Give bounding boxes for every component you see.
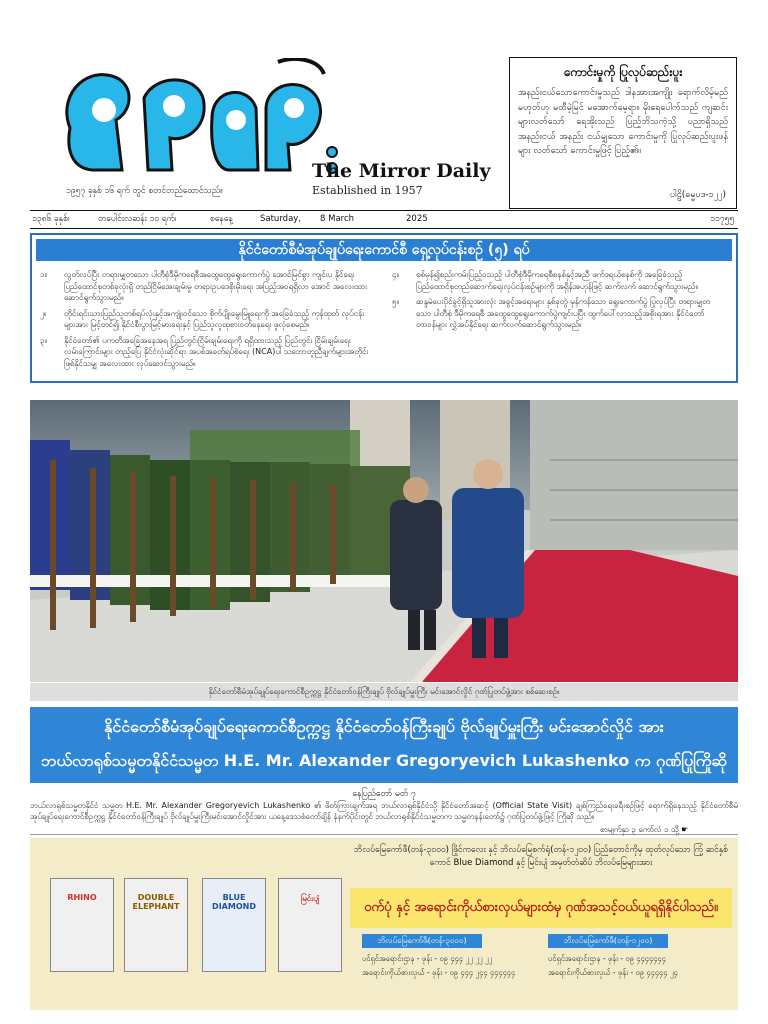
- newspaper-logo: [52, 58, 342, 188]
- objective-item: [40, 308, 370, 331]
- year: 2025: [406, 214, 428, 224]
- brand-label: မြင်းပျံ: [300, 894, 320, 903]
- objective-text: တိုင်းရင်းသားပြည်သူတစ်ရပ်လုံးနှင့်အကျုံးဝင်သော စိုက်ပျိုးမွေးမြူရေးကို အခြေခံသည့် ကုန်ထုတ် လုပ်ငန်းများအား မြင့်တင်၍ နိုင်ငံစီးပွားမြင့်မားရေးနှင့် ပြည်သူလူထုစားဝတ်နေရေး ဖူလုံစေမည်။: [64, 308, 365, 329]
- masthead-english-title: The Mirror Daily: [312, 160, 491, 182]
- objective-item: [40, 269, 370, 304]
- quote-source: ပါဠိ(ဓမ္မပဒ-၁၂၂): [669, 190, 726, 200]
- article-body: ဘယ်လာရုစ်သမ္မတနိုင်ငံ သမ္မတ H.E. Mr. Alexander Gregoryevich Lukashenko ၏ ဖိတ်ကြားချက်အရ ဘယ်လာရုစ်နိုင်ငံသို့ နိုင်ငံတော်အဆင့် (Official State Visit) ချစ်ကြည်ရေးခရီးစဉ်ဖြင့် ရောက်ရှိနေသည့် နိုင်ငံတော်စီမံအုပ်ချုပ်ရေးကောင်စီဥက္ကဋ္ဌ နိုင်ငံတော်ဝန်ကြီးချုပ် ဗိုလ်ချုပ်မှူးကြီးမင်းအောင်လှိုင်အား ယနေ့ဒေသစံတော်ချိန် နံနက်ပိုင်းတွင် ဘယ်လာရုစ်နိုင်ငံသမ္မတက သမ္မတနန်းတော်၌ ဂုဏ်ပြုတပ်ဖွဲ့ဖြင့် ကြိုဆို သည်။: [30, 801, 738, 821]
- ad-contact-row: အရောင်းကိုယ်စားလှယ် - ဖုန်း - ၀၉ ၄၄၄၄၄ ၂၄: [548, 968, 678, 977]
- objective-number: ၅။: [392, 297, 399, 306]
- quote-body: အနည်းငယ်သောကောင်းမှုသည် ဒါနအားအကျိုး ရောက်လိမ့်မည်မဟုတ်ဟု မထီမဲ့မြင် မအောက်မေ့ရာ။ မိုးရေပေါက်သည် ကျဆင်းများလတ်သော် ရေအိုးသည် ပြည့်ဘိသကဲ့သို့ ပညာရှိသည် အနည်းငယ် အနည်း ငယ်မျှသော ကောင်းမှုကို ပြုလုပ်ဆည်းပူးဖန်များ လတ်သော် ကောင်းမှုဖြင့် ပြည့်၏။: [518, 88, 728, 157]
- founded-text: ၁၉၅၇ ခုနှစ် ၁၆ ရက် တွင် စတင်တည်ထောင်သည်။: [66, 186, 223, 196]
- objectives-title: နိုင်ငံတော်စီမံအုပ်ချုပ်ရေးကောင်စီ ရှေ့လုပ်ငန်းစဉ် (၅) ရပ်: [36, 239, 732, 261]
- ad-contact-header-left: ဘိလပ်မြေကော်ဖီ(တန်-၃၀၀၀): [362, 934, 482, 948]
- objective-number: ၃။: [40, 335, 47, 345]
- objective-number: ၁။: [40, 270, 47, 279]
- objective-text: နိုင်ငံတော်၏ ပကတိအခြေအနေအရ ပြည်တွင်းငြိမ်းချမ်းရေးကို ရရှိထားသည့် ပြည်တွင်း ငြိမ်းချမ်းရေးလမ်းကြောင်းများ တည့်ပြေ နိုင်ငံလုံးဆိုင်ရာ အပစ်အခတ်ရပ်စဲရေး (NCA)ပါ သဘောတူညီချက်များအတိုင်း ဖြစ်နိုင်သမျှ အလေးထား လုပ်ဆောင်သွားမည်။: [64, 335, 369, 368]
- ad-intro-text: ဘိလပ်မြေကော်ဖီ(တန်-၃၀၀၀) ဖြိုင်ကလေး နှင့် ဘိလပ်မြေစက်ရုံ(တန်-၁၂၀၀) ပြည်တောင်ကိုမှ ထုတ်လုပ်သော ကြံ့ ဆင်နှစ်ကောင် Blue Diamond နှင့် မြင်းပျံ အမှတ်တံဆိပ် ဘိလပ်မြေများအား: [354, 845, 728, 868]
- burmese-weekday: စနေနေ့: [210, 214, 233, 224]
- weekday: Saturday,: [260, 214, 302, 224]
- ad-product-bags: [30, 838, 340, 1010]
- ad-contact-row: ပင်ရှင်အရောင်းဌာန - ဖုန်း - ၀၉ ၄၄၄ ၂၂ ၂၂ ၂၂: [362, 954, 493, 963]
- continued-link[interactable]: စာမျက်နှာ ၃ ကော်လံ ၁ သို့ ☛: [600, 825, 689, 834]
- cement-bag: [50, 878, 114, 972]
- objective-number: ၄။: [392, 270, 399, 279]
- cement-advertisement: [30, 838, 738, 1010]
- established-text: Established in 1957: [312, 184, 423, 197]
- cement-bag: [202, 878, 266, 972]
- objective-number: ၂။: [40, 308, 47, 318]
- brand-label: BLUE DIAMOND: [212, 893, 256, 911]
- burmese-month: တပေါင်းလဆန်း ၁၀ ရက်၊: [98, 214, 177, 224]
- ad-banner: [350, 888, 732, 928]
- brand-label: RHINO: [67, 893, 97, 902]
- objective-item: [392, 296, 722, 331]
- date: 8 March: [320, 214, 355, 224]
- quote-title: ကောင်းမှုကို ပြုလုပ်ဆည်းပူး: [563, 65, 683, 79]
- objective-item: [392, 269, 722, 292]
- headline-line-2: ဘယ်လာရုစ်သမ္မတနိုင်ငံသမ္မတ H.E. Mr. Alexander Gregoryevich Lukashenko က ဂုဏ်ပြုကြိုဆို: [41, 751, 727, 770]
- cement-bag: [124, 878, 188, 972]
- objective-text: ဆန္ဒမဲပေးပိုင်ခွင့်ရှိသူအားလုံး အခွင့်အရေးများ နှစ်ခုတွဲ မှန်ကန်သော ရွေးကောက်ပွဲ ပြုလုပ်ပြီး တရားမျှတသော ပါတီစုံ ဒီမိုကရေစီ အထွေထွေရွေးကောက်ပွဲကျင်းပပြီး ထွက်ပေါ်လာသည့်အစိုးရအား နိုင်ငံတော်တာဝန်များ လွှဲအပ်နိုင်ရေး ဆက်လက်ဆောင်ရွက်သွားမည်။: [416, 297, 711, 329]
- burmese-year: ၁၃၈၆ ခုနှစ်၊: [32, 214, 70, 224]
- objective-item: [40, 335, 370, 370]
- ad-contact-row: အရောင်းကိုယ်စားလှယ် - ဖုန်း - ၀၉ ၄၄၄ ၂၄၄ ၄၄၄၄၄၄: [362, 968, 516, 977]
- article-dateline: နေပြည်တော် မတ် ၇: [352, 789, 416, 799]
- objective-text: စစ်မှန်၍စည်းကမ်းပြည့်ဝသည့် ပါတီစုံဒီမိုကရေစီစနစ်နှင့်အညီ ဖက်ဒရယ်စနစ်ကို အခြေခံသည့် ပြည်ထောင်စုတည်ဆောက်ရေးလုပ်ငန်းစဉ်များကို အရှိန်အဟုန်ဖြင့် ဆက်လက် ဆောင်ရွက်သွားမည်။: [416, 270, 698, 291]
- date-bar: [30, 210, 738, 229]
- photo-caption: နိုင်ငံတော်စီမံအုပ်ချုပ်ရေးကောင်စီဥက္ကဋ္ဌ နိုင်ငံတော်ဝန်ကြီးချုပ် ဗိုလ်ချုပ်မှူးကြီး မင်းအောင်လှိုင် ဂုဏ်ပြုတပ်ဖွဲ့အား စစ်ဆေးစဉ်။: [30, 683, 738, 701]
- headline-box: [30, 707, 738, 783]
- quote-box: [509, 57, 737, 209]
- objectives-column-left: [40, 269, 370, 373]
- objectives-box: [30, 233, 738, 383]
- divider: [30, 834, 738, 835]
- brand-label: DOUBLE ELEPHANT: [132, 893, 180, 911]
- news-photo: [30, 400, 738, 682]
- ad-contact-row: ပင်ရှင်အရောင်းဌာန - ဖုန်း - ၀၉ ၄၄၄၄၄၄၄: [548, 954, 666, 963]
- issue-number: ၁၁၇၅၅: [710, 214, 734, 224]
- objectives-column-right: [392, 269, 722, 335]
- objective-text: လွတ်လပ်ပြီး တရားမျှတသော ပါတီစုံဒီမိုကရေစီအထွေထွေရွေးကောက်ပွဲ အောင်မြင်စွာ ကျင်းပ နိုင်ရေး ပြည်ထောင်စုတစ်ခုလုံးရှိ တည်ငြိမ်အေးချမ်းမှု တရားဥပဒေစိုးမိုးရေး အပြည့်အဝရရှိလာ အောင် အလေးထားဆောင်ရွက်သွားမည်။: [64, 270, 367, 302]
- ad-banner-text: ဝက်ပုံ နှင့် အရောင်းကိုယ်စားလှယ်များထံမှ ဂုဏ်အသင့်ဝယ်ယူရရှိနိုင်ပါသည်။: [364, 900, 718, 915]
- headline-line-1: နိုင်ငံတော်စီမံအုပ်ချုပ်ရေးကောင်စီဥက္ကဋ္ဌ နိုင်ငံတော်ဝန်ကြီးချုပ် ဗိုလ်ချုပ်မှူးကြီး မင်းအောင်လှိုင် အား: [104, 717, 664, 736]
- ad-contact-header-right: ဘိလပ်မြေကော်ဖီ(တန်-၁၂၀၀): [548, 934, 668, 948]
- cement-bag: [278, 878, 342, 972]
- masthead: [0, 0, 768, 205]
